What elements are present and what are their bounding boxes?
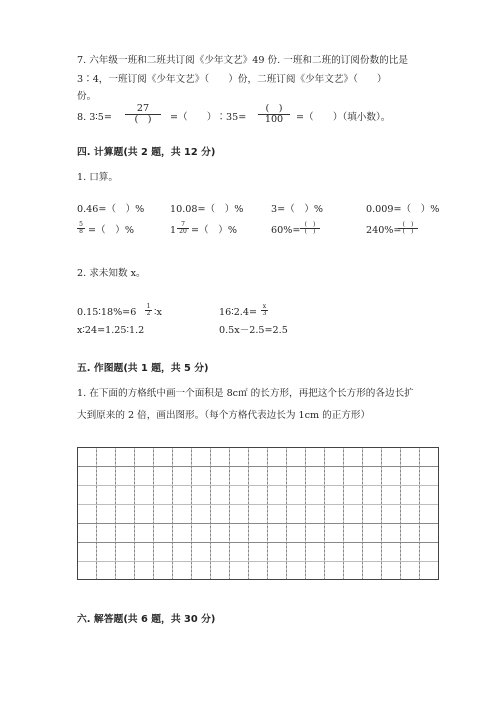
equation-1-numerator: 1 bbox=[146, 303, 151, 310]
q8-prefix: 8. 3∶5= bbox=[77, 112, 112, 123]
oral-b2-numerator: 7 bbox=[177, 222, 189, 229]
oral-b3-denominator: ( ) bbox=[304, 228, 316, 235]
oral-b2-whole: 1 bbox=[170, 225, 177, 236]
equation-2-numerator: x bbox=[262, 303, 267, 310]
oral-item-a1: 0.46=（ ）% bbox=[77, 204, 145, 215]
oral-calc-title: 1. 口算。 bbox=[77, 172, 118, 183]
equation-1-tail: ∶x bbox=[154, 307, 162, 318]
oral-b1-numerator: 5 bbox=[77, 222, 85, 229]
oral-b4-denominator: ( ) bbox=[402, 228, 414, 235]
solve-x-title: 2. 求未知数 x。 bbox=[77, 268, 146, 279]
equation-1-denominator: 2 bbox=[146, 310, 151, 317]
section5-title: 五. 作图题(共 1 题，共 5 分) bbox=[77, 363, 209, 374]
oral-b1-tail: =（ ）% bbox=[88, 225, 134, 236]
q8-fraction-1 bbox=[125, 104, 161, 124]
q7-line1: 7. 六年级一班和二班共订阅《少年文艺》49 份. 一班和二班的订阅份数的比是 bbox=[77, 55, 408, 66]
q8-frac1-denominator: ( ) bbox=[134, 113, 152, 125]
section6-title: 六. 解答题(共 6 题，共 30 分) bbox=[77, 614, 216, 625]
equation-4: 0.5x－2.5=2.5 bbox=[219, 325, 288, 336]
q8-tail: =（ ）（填小数）。 bbox=[296, 112, 391, 123]
oral-b3-numerator: ( ) bbox=[300, 222, 320, 229]
equation-2-prefix: 16∶2.4= bbox=[219, 307, 258, 318]
oral-b3-prefix: 60%= bbox=[271, 225, 301, 236]
oral-b4-prefix: 240%= bbox=[366, 225, 402, 236]
oral-b2-denominator: 20 bbox=[179, 228, 187, 235]
q7-line2: 3∶4，一班订阅《少年文艺》（ ）份，二班订阅《少年文艺》（ ） bbox=[77, 74, 387, 85]
equation-3: x∶24=1.25∶1.2 bbox=[77, 325, 145, 336]
section4-title: 四. 计算题(共 2 题，共 12 分) bbox=[77, 147, 216, 158]
q8-fraction-2 bbox=[258, 104, 290, 124]
grid-dash-overlay bbox=[78, 448, 438, 579]
drawing-question-line1: 1. 在下面的方格纸中画一个面积是 8c㎡ 的长方形，再把这个长方形的各边长扩 bbox=[77, 388, 414, 399]
q7-line3: 份。 bbox=[77, 91, 97, 102]
q8-frac2-denominator: 100 bbox=[264, 113, 284, 125]
oral-b4-fraction bbox=[398, 222, 418, 235]
equation-1-prefix: 0.15∶18%=6 bbox=[77, 307, 137, 318]
q8-frac2-numerator: ( ) bbox=[258, 104, 290, 115]
oral-b2-tail: =（ ）% bbox=[191, 225, 237, 236]
oral-b4-numerator: ( ) bbox=[398, 222, 418, 229]
oral-b1-fraction bbox=[77, 222, 85, 235]
oral-b2-fraction bbox=[177, 222, 189, 235]
drawing-question-line2: 大到原来的 2 倍，画出图形。（每个方格代表边长为 1cm 的正方形） bbox=[77, 410, 371, 421]
oral-item-a4: 0.009=（ ）% bbox=[366, 204, 440, 215]
oral-b3-fraction bbox=[300, 222, 320, 235]
equation-1-fraction bbox=[145, 304, 152, 317]
oral-item-a2: 10.08=（ ）% bbox=[170, 204, 244, 215]
equation-2-fraction bbox=[261, 304, 268, 317]
q8-mid: =（ ）∶35= bbox=[170, 112, 247, 123]
oral-b1-denominator: 8 bbox=[79, 228, 83, 235]
equation-2-denominator: 3 bbox=[262, 310, 267, 317]
q8-frac1-numerator: 27 bbox=[125, 104, 161, 115]
oral-item-a3: 3=（ ）% bbox=[271, 204, 324, 215]
square-grid-paper[interactable] bbox=[77, 447, 439, 580]
